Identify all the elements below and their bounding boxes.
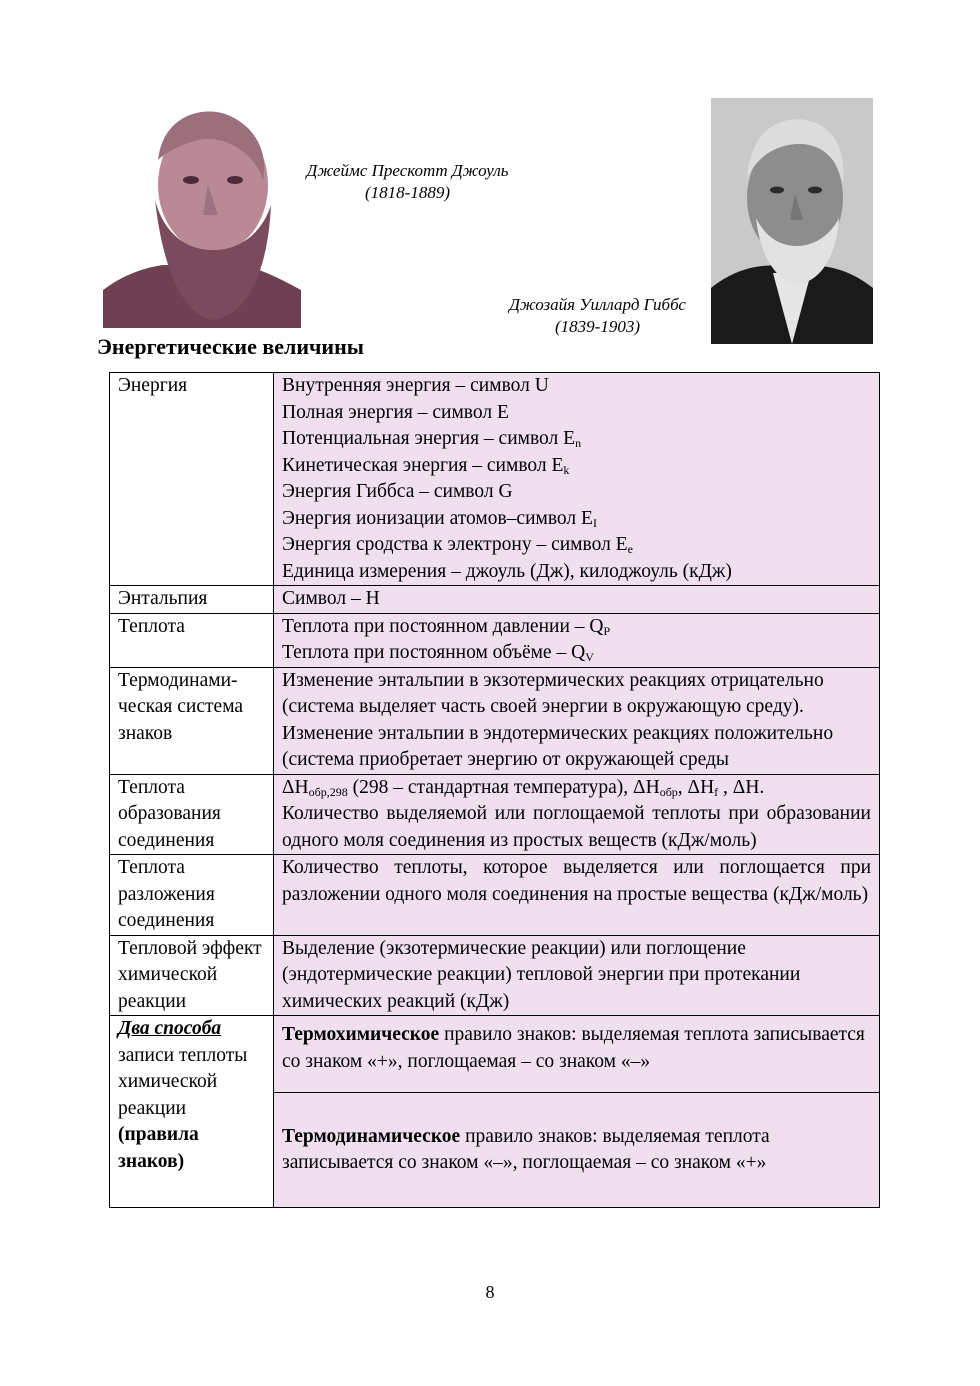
energy-line: Энергия Гиббса – символ G — [282, 481, 513, 502]
energy-line — [282, 506, 871, 533]
rule-name: Термодинамическое — [282, 1125, 461, 1147]
formation-symbols — [282, 775, 871, 802]
term-enthalpy: Энтальпия — [110, 586, 274, 614]
joule-caption — [280, 160, 535, 204]
energy-line — [282, 532, 871, 559]
table-row — [110, 1016, 880, 1093]
definition-formation — [274, 774, 880, 855]
heat-line-text: Теплота при постоянном объёме – Q — [282, 642, 586, 663]
heat-line-text: Теплота при постоянном давлении – Q — [282, 615, 604, 637]
symbol: , ΔH — [677, 776, 715, 798]
gibbs-years: (1839-1903) — [555, 317, 640, 336]
joule-name: Джеймс Прескотт Джоуль — [306, 161, 509, 180]
definition-heat — [274, 613, 880, 667]
energy-line: Полная энергия – символ Е — [282, 401, 509, 423]
energy-line: Внутренняя энергия – символ U — [282, 375, 549, 396]
energy-line-text: Потенциальная энергия – символ Е — [282, 428, 576, 449]
subscript: k — [563, 462, 570, 477]
term-energy: Энергия — [110, 373, 274, 586]
energy-quantities-table — [109, 372, 880, 1208]
energy-line — [282, 426, 871, 453]
table-row — [110, 613, 880, 667]
gibbs-caption — [485, 294, 710, 338]
definition-effect: Выделение (экзотермические реакции) или поглощение (эндотермические реакции) тепловой энергии при протекании химических реакций (кДж) — [274, 935, 880, 1016]
rule-name: Термохимическое — [282, 1024, 440, 1045]
methods-text: записи теплоты химической реакции — [118, 1044, 248, 1119]
methods-emphasis: Два способа — [118, 1018, 222, 1039]
joule-years: (1818-1889) — [365, 183, 450, 202]
definition-thermo-signs: Изменение энтальпии в экзотермических реакциях отрицательно (система выделяет часть своей энергии в окружающую среду). Изменение энтальпии в эндотермических реакциях положительно (система приобретает энергию от окружающей среды — [274, 667, 880, 774]
symbol-text: (298 – стандартная температура), ΔH — [347, 776, 660, 798]
symbol: , ΔH. — [718, 776, 765, 798]
subscript: обр — [659, 784, 678, 799]
symbol: ΔH — [282, 776, 309, 798]
table-row — [110, 373, 880, 586]
gibbs-portrait — [711, 98, 873, 344]
heat-line — [282, 614, 871, 641]
subscript: P — [603, 623, 611, 638]
definition-energy — [274, 373, 880, 586]
subscript: n — [575, 436, 582, 450]
energy-line — [282, 453, 871, 480]
term-heat: Теплота — [110, 613, 274, 667]
energy-line: Единица измерения – джоуль (Дж), килоджоуль (кДж) — [282, 560, 732, 582]
table-row — [110, 935, 880, 1016]
subscript: e — [627, 542, 633, 556]
rule-text: правило знаков: выделяемая теплота записывается со знаком «–», поглощаемая – со знаком «+» — [282, 1125, 770, 1173]
subscript: V — [585, 650, 594, 664]
definition-enthalpy: Символ – H — [274, 586, 880, 614]
formation-text: Количество выделяемой или поглощаемой теплоты при образовании одного моля соединения из простых веществ (кДж/моль) — [282, 803, 871, 851]
subscript: обр,298 — [308, 784, 348, 799]
term-methods — [110, 1016, 274, 1208]
term-thermo-signs: Термодинами-ческая система знаков — [110, 667, 274, 774]
definition-thermodynamic — [274, 1093, 880, 1208]
table-row — [110, 774, 880, 855]
table-row — [110, 855, 880, 936]
page-title: Энергетические величины — [97, 334, 364, 359]
joule-portrait — [103, 100, 301, 328]
heat-line — [282, 640, 871, 667]
table-row — [110, 586, 880, 614]
definition-decomposition: Количество теплоты, которое выделяется или поглощается при разложении одного моля соединения на простые вещества (кДж/моль) — [274, 855, 880, 936]
subscript: I — [592, 515, 597, 530]
term-decomposition: Теплота разложения соединения — [110, 855, 274, 936]
page-number: 8 — [485, 1282, 495, 1302]
term-effect: Тепловой эффект химической реакции — [110, 935, 274, 1016]
rule-text: правило знаков: выделяемая теплота записывается со знаком «+», поглощаемая – со знаком «–» — [282, 1024, 865, 1072]
energy-line-text: Энергия ионизации атомов–символ Е — [282, 507, 593, 529]
subscript: f — [714, 784, 719, 799]
definition-thermochemical — [274, 1016, 880, 1093]
energy-line-text: Энергия сродства к электрону – символ Е — [282, 534, 628, 555]
term-formation: Теплота образования соединения — [110, 774, 274, 855]
table-row — [110, 667, 880, 774]
energy-line-text: Кинетическая энергия – символ Е — [282, 454, 564, 476]
methods-tail: (правила знаков) — [118, 1124, 199, 1172]
gibbs-name: Джозайя Уиллард Гиббс — [509, 295, 686, 314]
